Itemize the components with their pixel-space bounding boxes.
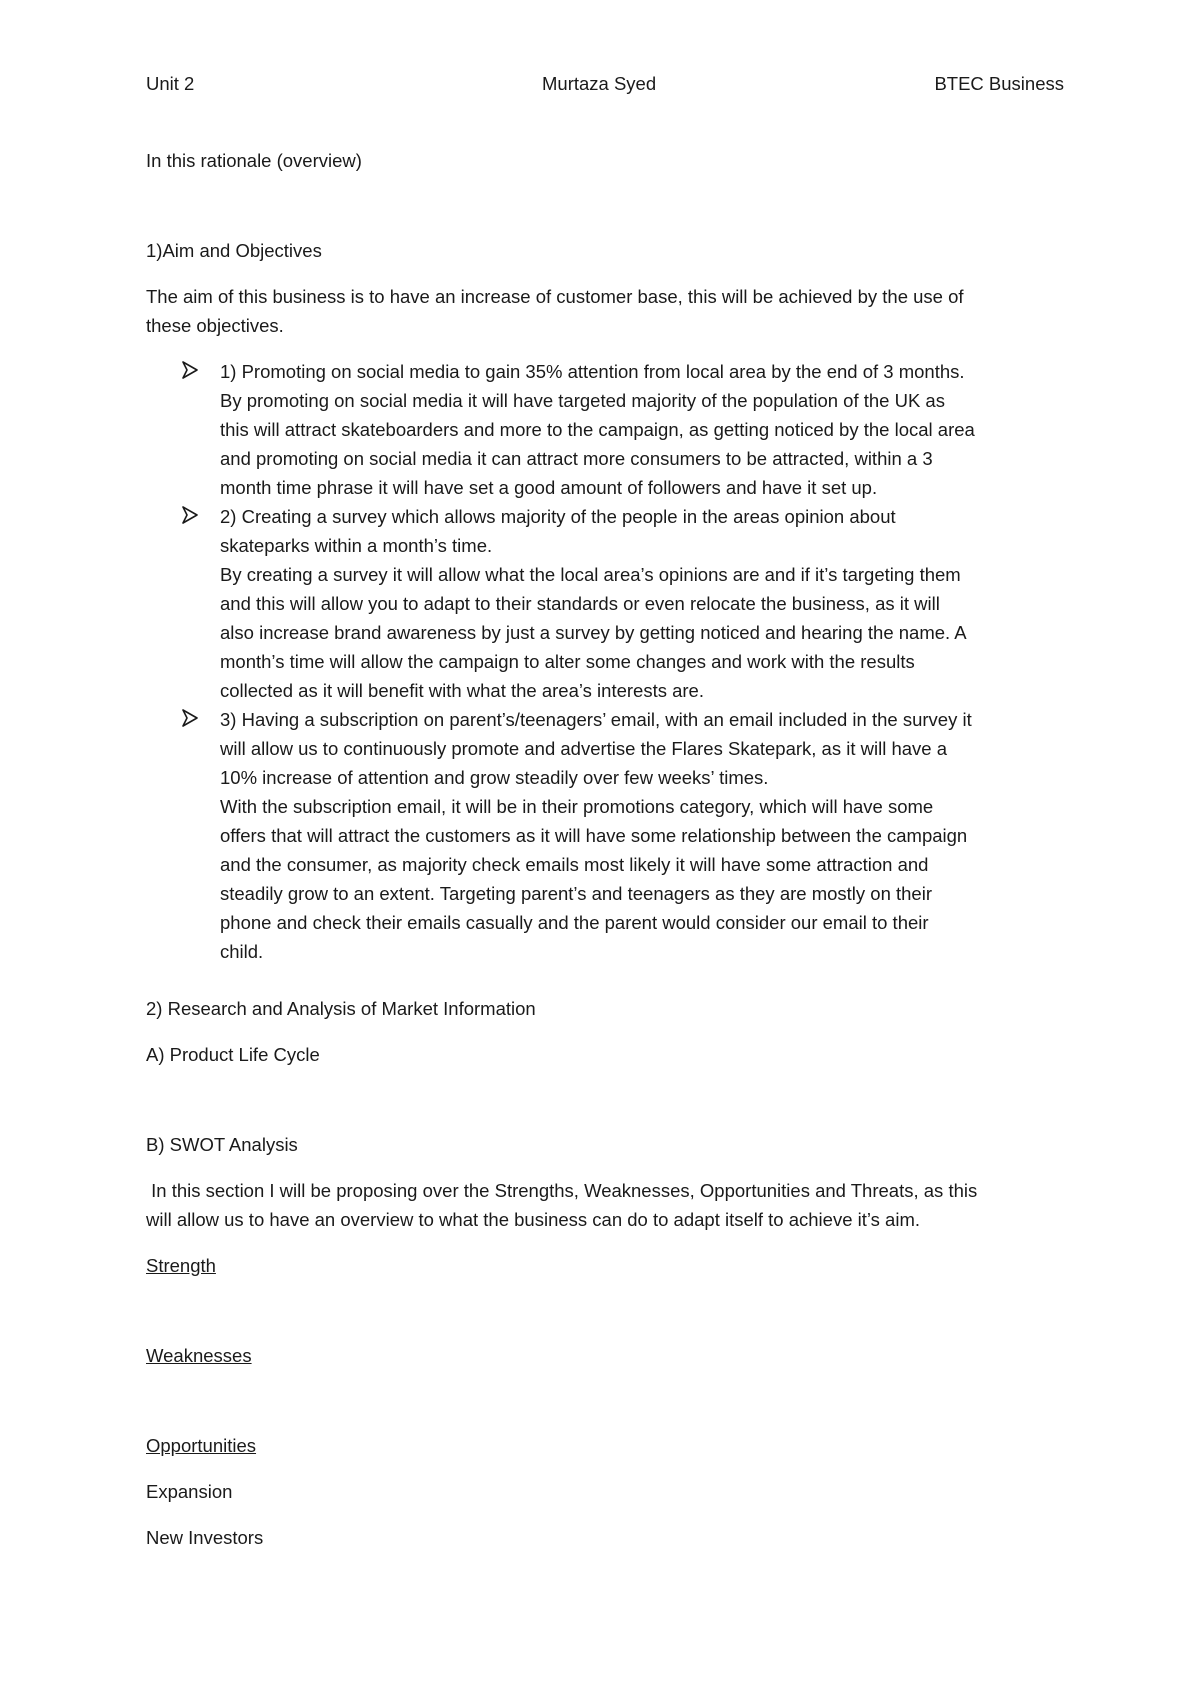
objective-line: skateparks within a month’s time. [220, 535, 493, 556]
section2-heading: 2) Research and Analysis of Market Information [146, 998, 536, 1019]
strength-heading: Strength [146, 1255, 216, 1276]
objective-item [220, 705, 1070, 966]
arrow-bullet-icon [182, 709, 198, 727]
objective-line: 3) Having a subscription on parent’s/teenagers’ email, with an email included in the survey it [220, 709, 972, 730]
aim-line-2: these objectives. [146, 315, 284, 336]
objective-line: and this will allow you to adapt to their standards or even relocate the business, as it will [220, 593, 940, 614]
objective-line: also increase brand awareness by just a survey by getting noticed and hearing the name. A [220, 622, 967, 643]
objective-line: By promoting on social media it will have targeted majority of the population of the UK as [220, 390, 945, 411]
opportunity-item: New Investors [146, 1527, 264, 1548]
objective-line: steadily grow to an extent. Targeting parent’s and teenagers as they are mostly on their [220, 883, 932, 904]
arrow-bullet-icon [182, 506, 198, 524]
page-header [146, 73, 1064, 101]
swot-heading: B) SWOT Analysis [146, 1134, 298, 1155]
section1-heading: 1)Aim and Objectives [146, 240, 322, 261]
opportunities-heading: Opportunities [146, 1435, 257, 1456]
objective-line: collected as it will benefit with what the area’s interests are. [220, 680, 704, 701]
objective-line: offers that will attract the customers as it will have some relationship between the campaign [220, 825, 968, 846]
objective-line: 1) Promoting on social media to gain 35% attention from local area by the end of 3 months. [220, 361, 965, 382]
header-unit: Unit 2 [146, 73, 195, 94]
swot-intro-line-2: will allow us to have an overview to what the business can do to adapt itself to achieve it’s aim. [146, 1209, 920, 1230]
objective-line: By creating a survey it will allow what the local area’s opinions are and if it’s targeting them [220, 564, 961, 585]
header-course: BTEC Business [934, 73, 1064, 94]
objective-line: 10% increase of attention and grow steadily over few weeks’ times. [220, 767, 769, 788]
weaknesses-heading: Weaknesses [146, 1345, 252, 1366]
aim-line-1: The aim of this business is to have an increase of customer base, this will be achieved by the use of [146, 286, 964, 307]
objective-line: this will attract skateboarders and more to the campaign, as getting noticed by the local area [220, 419, 975, 440]
objective-line: month’s time will allow the campaign to alter some changes and work with the results [220, 651, 915, 672]
objective-line: will allow us to continuously promote and advertise the Flares Skatepark, as it will have a [220, 738, 947, 759]
objective-item [220, 357, 1070, 502]
header-author: Murtaza Syed [542, 73, 657, 94]
objective-line: and the consumer, as majority check emails most likely it will have some attraction and [220, 854, 929, 875]
intro-line: In this rationale (overview) [146, 150, 362, 171]
opportunity-item: Expansion [146, 1481, 233, 1502]
objective-item [220, 502, 1070, 705]
objective-line: With the subscription email, it will be in their promotions category, which will have some [220, 796, 934, 817]
objective-line: 2) Creating a survey which allows majority of the people in the areas opinion about [220, 506, 896, 527]
swot-intro-line-1: In this section I will be proposing over the Strengths, Weaknesses, Opportunities and Threats, as this [146, 1180, 978, 1201]
objective-line: and promoting on social media it can attract more consumers to be attracted, within a 3 [220, 448, 933, 469]
objective-line: phone and check their emails casually and the parent would consider our email to their [220, 912, 929, 933]
plc-heading: A) Product Life Cycle [146, 1044, 320, 1065]
arrow-bullet-icon [182, 361, 198, 379]
objective-line: month time phrase it will have set a good amount of followers and have it set up. [220, 477, 878, 498]
objective-line: child. [220, 941, 264, 962]
